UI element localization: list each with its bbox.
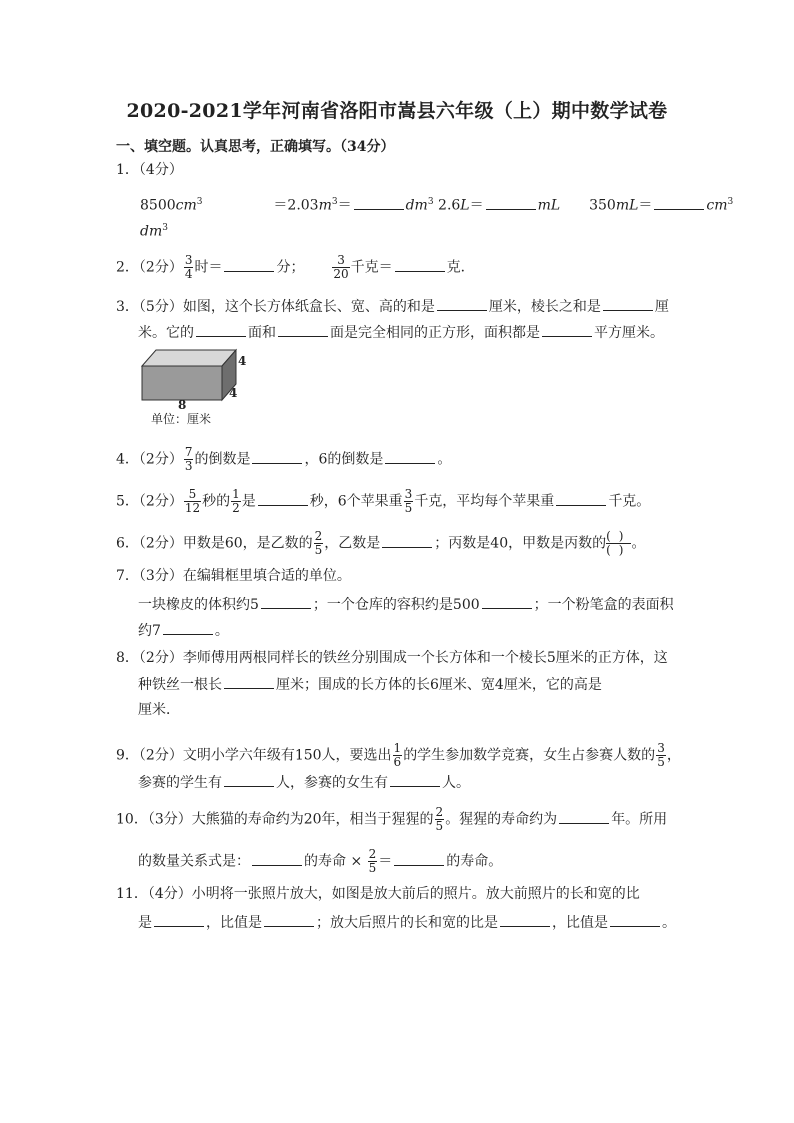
question-5: 5．（2分） $\frac{5}{12}$ 秒的 $\frac{1}{2}$ 是 秒，6个苹果重 $\frac{3}{5}$ 千克，平均每个苹果重 千克。 [116,487,651,515]
answer-blank[interactable] [486,195,536,210]
answer-blank[interactable] [252,449,302,464]
fraction: $\frac{3}{5}$ [657,741,665,769]
answer-blank[interactable] [382,533,432,548]
answer-blank[interactable] [224,257,274,272]
question-10-line1: 10．（3分）大熊猫的寿命约为20年，相当于猩猩的 $\frac{2}{5}$ 。猩猩的寿命约为 年。所用 [116,805,668,833]
question-8-line2: 种铁丝一根长 厘米；围成的长方体的长6厘米、宽4厘米，它的高是 [138,674,602,695]
answer-blank[interactable] [252,851,302,866]
question-1-head: 1．（4分） [116,162,183,178]
answer-blank[interactable] [354,195,404,210]
answer-blank[interactable] [258,491,308,506]
fraction: $\frac{2}{5}$ [435,805,444,833]
label-width: 4 [229,386,238,400]
question-7-line1: 7．（3分）在编辑框里填合适的单位。 [116,568,351,584]
question-1-unit: $dm^3$ [140,223,168,240]
answer-blank[interactable] [556,491,606,506]
fraction: $\frac{1}{2}$ [232,487,240,515]
label-height: 4 [238,354,247,368]
answer-blank[interactable] [603,296,653,311]
answer-blank[interactable] [394,851,444,866]
fraction: $\frac{7}{3}$ [184,445,193,473]
question-7-line2: 一块橡皮的体积约5 ；一个仓库的容积约是500 ；一个粉笔盒的表面积 [138,594,674,615]
question-8-line1: 8．（2分）李师傅用两根同样长的铁丝分别围成一个长方体和一个棱长5厘米的正方体，这 [116,650,668,666]
question-4: 4．（2分） $\frac{7}{3}$ 的倒数是 ，6的倒数是 。 [116,445,452,473]
answer-blank[interactable] [482,594,532,609]
question-9-line1: 9．（2分）文明小学六年级有150人，要选出 $\frac{1}{6}$ 的学生参加数学竞赛，女生占参赛人数的 $\frac{3}{5}$ ， [116,741,681,769]
answer-blank[interactable] [559,809,609,824]
fraction: $\frac{3}{4}$ [184,253,193,281]
answer-blank[interactable] [154,912,204,927]
answer-blank[interactable] [395,257,445,272]
question-6: 6．（2分）甲数是60，是乙数的 $\frac{2}{5}$ ，乙数是 ；丙数是40，甲数是丙数的 $\frac{()}{()}$ 。 [116,529,646,557]
answer-blank[interactable] [437,296,487,311]
question-10-line2: 的数量关系式是： 的寿命 × $\frac{2}{5}$ ＝ 的寿命。 [138,847,503,875]
question-3-line2: 米。它的 面和 面是完全相同的正方形，面积都是 平方厘米。 [138,322,664,343]
fraction: $\frac{2}{5}$ [368,847,377,875]
section-heading: 一、填空题。认真思考，正确填写。（34分） [116,139,395,155]
figure-caption: 单位：厘米 [151,412,212,426]
answer-blank[interactable] [610,912,660,927]
answer-blank[interactable] [385,449,435,464]
answer-blank[interactable] [163,620,213,635]
question-3-line1: 3．（5分）如图，这个长方体纸盒长、宽、高的和是 厘米，棱长之和是 厘 [116,296,669,317]
question-1-body: $8500cm^3 =2.03m^3= dm^3$ 2.6L＝ mL $350mL= cm^3$ [140,192,733,216]
answer-blank[interactable] [224,674,274,689]
blank-fraction[interactable]: $\frac{()}{()}$ [606,529,632,557]
cuboid-drawing [138,344,248,414]
question-8-line3: 厘米． [138,702,180,718]
fraction: $\frac{1}{6}$ [393,741,402,769]
fraction: $\frac{3}{20}$ [333,253,349,281]
answer-blank[interactable] [196,322,246,337]
fraction: $\frac{3}{5}$ [404,487,413,515]
answer-blank[interactable] [264,912,314,927]
page-title: 2020-2021学年河南省洛阳市嵩县六年级（上）期中数学试卷 [126,100,668,122]
cuboid-top-face [142,350,236,366]
question-11-line1: 11．（4分）小明将一张照片放大，如图是放大前后的照片。放大前照片的长和宽的比 [116,886,640,902]
question-11-line2: 是 ，比值是 ；放大后照片的长和宽的比是 ，比值是 。 [138,912,676,933]
fraction: $\frac{2}{5}$ [314,529,323,557]
answer-blank[interactable] [500,912,550,927]
question-2: 2．（2分） $\frac{3}{4}$ 时＝ 分； $\frac{3}{20}$ 千克＝ 克． [116,253,475,281]
question-7-line3: 约7 。 [138,620,229,641]
answer-blank[interactable] [278,322,328,337]
label-length: 8 [178,398,187,412]
answer-blank[interactable] [654,195,704,210]
question-9-line2: 参赛的学生有 人，参赛的女生有 人。 [138,772,470,793]
cuboid-front-face [142,366,222,400]
answer-blank[interactable] [542,322,592,337]
answer-blank[interactable] [261,594,311,609]
answer-blank[interactable] [390,772,440,787]
fraction: $\frac{5}{12}$ [184,487,201,515]
answer-blank[interactable] [224,772,274,787]
